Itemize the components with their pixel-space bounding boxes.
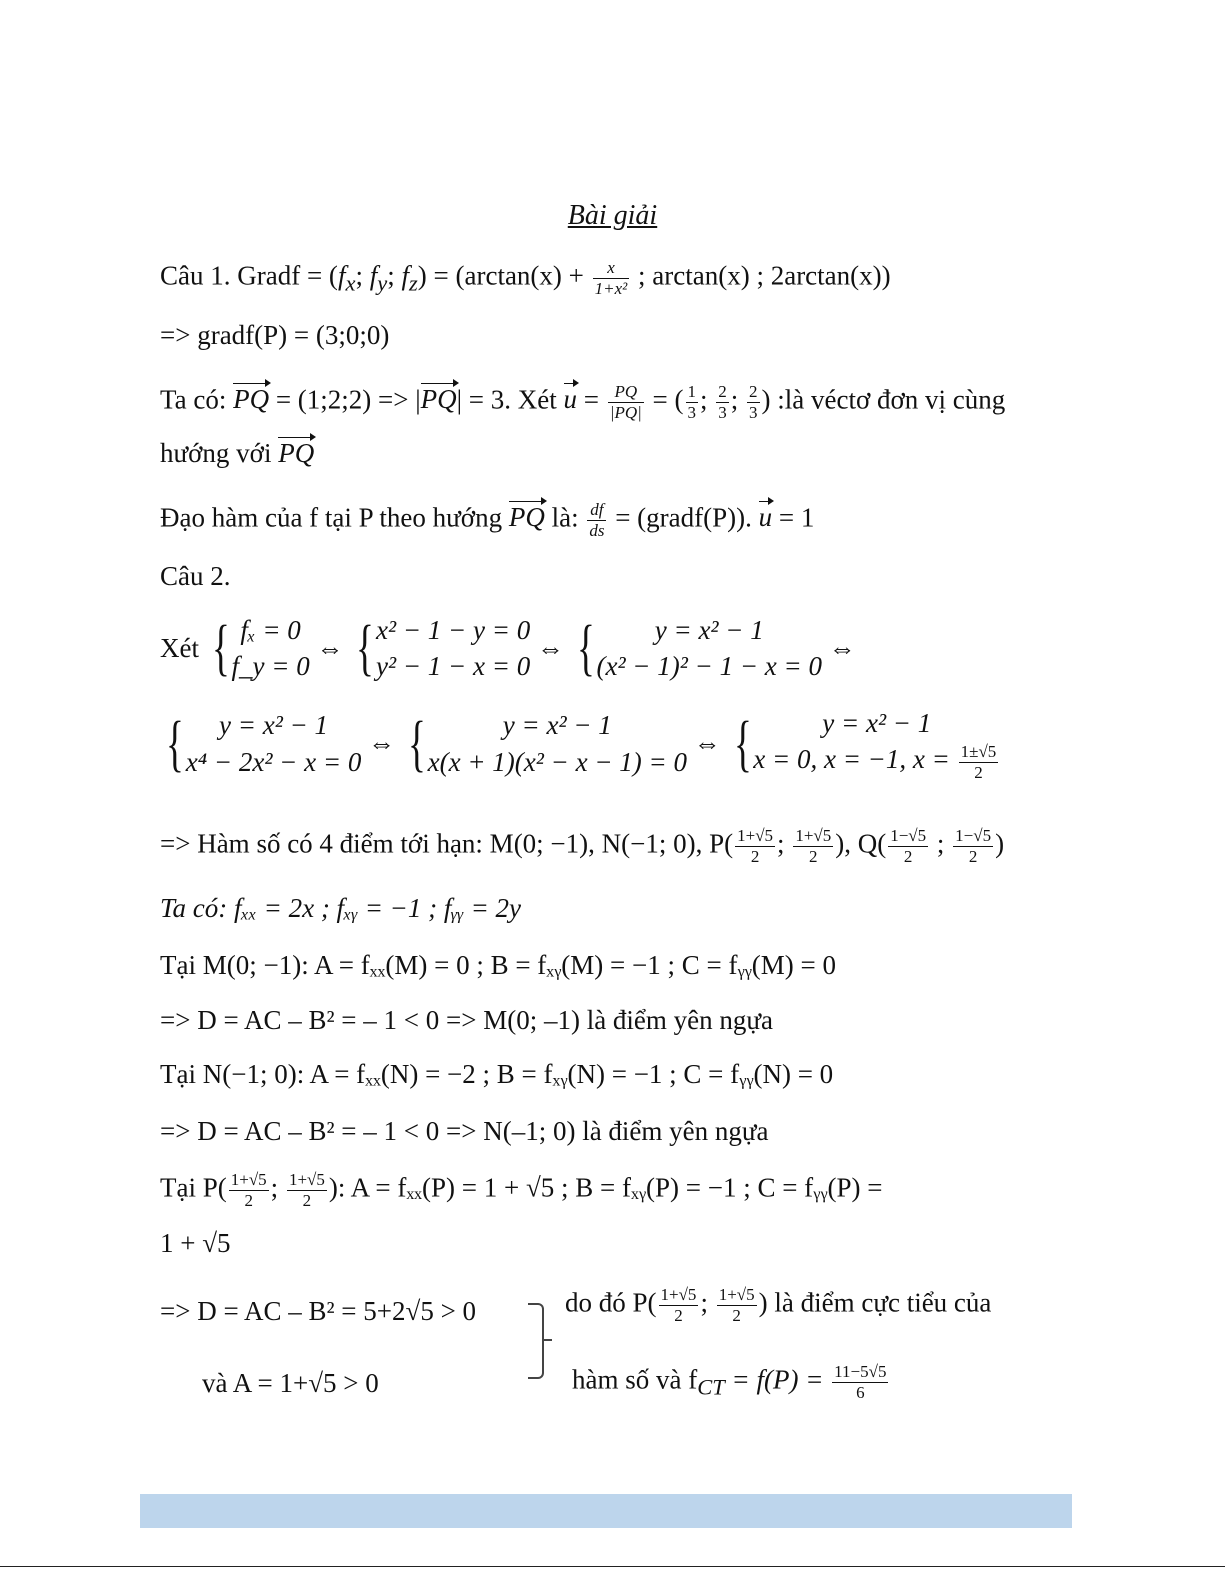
cau2-system-line-1: Xét { fₓ = 0 f_y = 0 ⇔ { x² − 1 − y = 0 y² − 1 − x = 0 ⇔ { y = x² − 1 (x² − 1)² − 1 − x = 0 ⇔ (160, 612, 856, 685)
vector-u: u (758, 502, 773, 533)
min-value-line: hàm số và $f_{CT} = f(P)$ = $\frac{11-5√5}{6}$ (572, 1362, 887, 1402)
cau1-directional-derivative: Đạo hàm của f tại P theo hướng PQ là: $\frac{df}{ds}$ = (gradf(P)). u = 1 (160, 500, 815, 540)
vector-pq: PQ (420, 384, 457, 415)
fraction: $\frac{2}{3}$ (749, 382, 758, 422)
equation-system: { y = x² − 1 x(x + 1)(x² − x − 1) = 0 (407, 709, 687, 778)
point-p-discriminant: => D = AC – B² = 5+2√5 > 0 (160, 1296, 477, 1326)
right-bracket (528, 1303, 544, 1379)
cau1-gradf-p: => gradf(P) = (3;0;0) (160, 320, 390, 350)
cau1-direction-line: hướng với PQ (160, 438, 315, 468)
page-title: Bài giải (567, 200, 658, 231)
cau2-heading: Câu 2. (160, 561, 231, 591)
point-p-values-cont: 1 + √5 (160, 1228, 231, 1258)
cau1-gradient-line: Câu 1. Gradf = ($f_x$; $f_y$; $f_z) = (\arctan(x)$ + $\frac{x}{\text{1+x²}}$ ; arctan(x) ; 2arctan(x)) (160, 258, 891, 298)
equation-system: { y = x² − 1 x = 0, x = −1, x = $\frac{1\pm√5}{2}$ (733, 708, 997, 782)
point-p-min-conclusion: do đó P( $\frac{1+√5}{2}$ ; $\frac{1+√5}{2}$ ) là điểm cực tiểu của (565, 1285, 992, 1325)
point-n-conclusion: => D = AC – B² = – 1 < 0 => N(–1; 0) là điểm yên ngựa (160, 1116, 769, 1146)
equation-system: { y = x² − 1 x⁴ − 2x² − x = 0 (165, 709, 362, 778)
equation-system: { fₓ = 0 f_y = 0 (211, 614, 310, 683)
second-derivatives: Ta có: fₓₓ = 2x ; fₓᵧ = −1 ; fᵧᵧ = 2y (160, 893, 522, 923)
point-n-values: Tại N(−1; 0): A = fₓₓ(N) = −2 ; B = fₓᵧ(N) = −1 ; C = fᵧᵧ(N) = 0 (160, 1059, 834, 1089)
point-m-conclusion: => D = AC – B² = – 1 < 0 => M(0; –1) là điểm yên ngựa (160, 1005, 774, 1035)
fraction: $\frac{df}{ds}$ (589, 500, 605, 540)
equation-system: { x² − 1 − y = 0 y² − 1 − x = 0 (356, 614, 531, 683)
point-p-a-positive: và A = 1+√5 > 0 (202, 1368, 379, 1398)
cau2-system-line-2: { y = x² − 1 x⁴ − 2x² − x = 0 ⇔ { y = x² − 1 x(x + 1)(x² − x − 1) = 0 ⇔ { y = x² − 1 x = 0, x = −1, x = $\frac{1\pm√5}{2}$ (160, 705, 1000, 782)
vector-u: u (563, 384, 578, 415)
point-p-values: Tại P( $\frac{1+√5}{2}$ ; $\frac{1+√5}{2}$ ): A = fₓₓ(P) = 1 + √5 ; B = fₓᵧ(P) = −1 ; C = fᵧᵧ(P) = (160, 1170, 883, 1210)
fraction: $\frac{2}{3}$ (718, 382, 727, 422)
vector-pq: PQ (508, 502, 545, 533)
equation-system: { y = x² − 1 (x² − 1)² − 1 − x = 0 (576, 614, 823, 683)
footer-bar (140, 1494, 1072, 1528)
fraction: $\frac{1}{3}$ (687, 382, 696, 422)
critical-points-line: => Hàm số có 4 điểm tới hạn: M(0; −1), N(−1; 0), P( $\frac{1+√5}{2}$ ; $\frac{1+√5}{2}$ ), Q( $\frac{1-√5}{2}$ ; $\frac{1-√5}{2}$ ) (160, 826, 1005, 866)
cau1-vector-line: Ta có: PQ = (1;2;2) => |PQ| = 3. Xét u = $\frac{PQ}{|PQ|}$ = ( $\frac{1}{3}$ ; $\frac{2}{3}$ ; $\frac{2}{3}$ ) :là véctơ đơn vị cùng (160, 382, 1006, 422)
fraction: $\frac{x}{\text{1+x²}}$ (594, 258, 628, 298)
point-m-values: Tại M(0; −1): A = fₓₓ(M) = 0 ; B = fₓᵧ(M) = −1 ; C = fᵧᵧ(M) = 0 (160, 950, 836, 980)
bottom-rule (0, 1566, 1225, 1567)
fraction: $\frac{PQ}{|PQ|}$ (609, 382, 642, 422)
vector-pq: PQ (278, 438, 315, 468)
vector-pq: PQ (233, 384, 270, 415)
